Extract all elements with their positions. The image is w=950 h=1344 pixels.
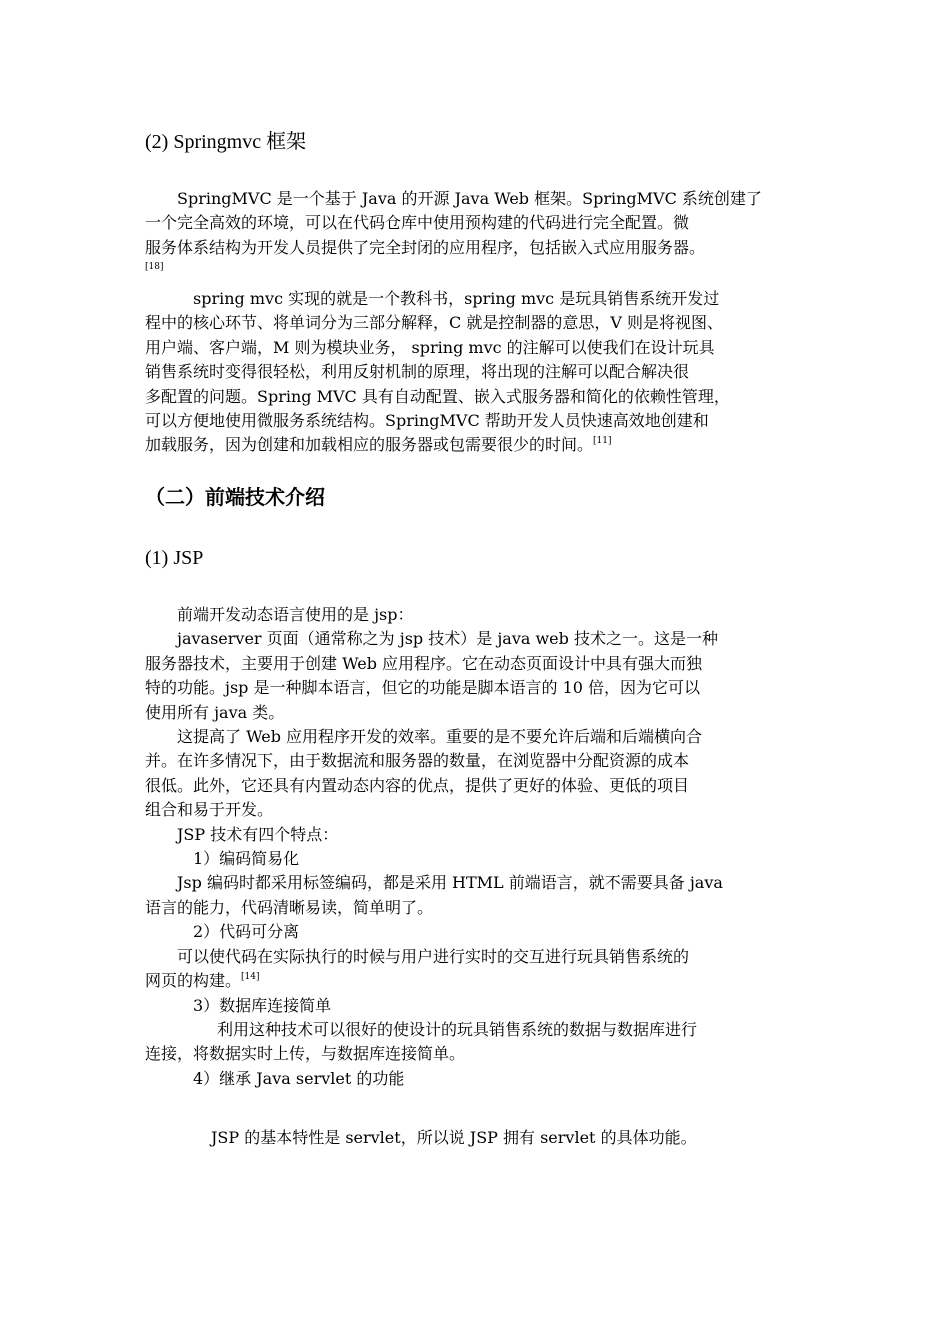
text-line: 利用这种技术可以很好的使设计的玩具销售系统的数据与数据库进行 — [217, 1019, 698, 1039]
text-line: 多配置的问题。Spring MVC 具有自动配置、嵌入式服务器和简化的依赖性管理， — [145, 386, 730, 406]
text-line: 这提高了 Web 应用程序开发的效率。重要的是不要允许后端和后端横向合 — [177, 727, 703, 747]
text-line: SpringMVC 是一个基于 Java 的开源 Java Web 框架。SpringMVC 系统创建了 — [177, 189, 762, 208]
list-item-heading: 2）代码可分离 — [193, 922, 300, 942]
text-line: 很低。此外，它还具有内置动态内容的优点，提供了更好的体验、更低的项目 — [145, 775, 690, 795]
text-line: 连接，将数据实时上传，与数据库连接简单。 — [145, 1044, 466, 1064]
text-line: JSP 的基本特性是 servlet，所以说 JSP 拥有 servlet 的具体功能。 — [211, 1128, 697, 1147]
citation-ref: [18] — [145, 262, 164, 273]
text-line: 服务体系结构为开发人员提供了完全封闭的应用程序，包括嵌入式应用服务器。 — [145, 237, 706, 257]
section-heading-frontend: （二）前端技术介绍 — [145, 485, 325, 509]
text-line: 服务器技术，主要用于创建 Web 应用程序。它在动态页面设计中具有强大而独 — [145, 653, 703, 673]
text-line: 网页的构建。 — [145, 971, 242, 991]
section-heading-jsp: (1) JSP — [145, 547, 204, 569]
list-item-heading: 3）数据库连接简单 — [193, 995, 332, 1015]
text-line: spring mvc 实现的就是一个教科书，spring mvc 是玩具销售系统开发过 — [193, 289, 720, 308]
list-item-heading: 1）编码简易化 — [193, 849, 300, 869]
jsp-summary — [145, 1126, 813, 1150]
text-line: 前端开发动态语言使用的是 jsp： — [177, 605, 414, 624]
text-line: 使用所有 java 类。 — [145, 702, 285, 722]
text-line: 程中的核心环节、将单词分为三部分解释，C 就是控制器的意思，V 则是将视图、 — [145, 313, 723, 333]
text-line: javaserver 页面（通常称之为 jsp 技术）是 java web 技术之一。这是一种 — [177, 629, 718, 649]
citation-ref: [11] — [593, 436, 612, 447]
text-line: 用户端、客户端，M 则为模块业务， spring mvc 的注解可以使我们在设计玩具 — [145, 337, 715, 357]
paragraph-springmvc-detail — [145, 287, 813, 458]
text-line: 可以方便地使用微服务系统结构。SpringMVC 帮助开发人员快速高效地创建和 — [145, 411, 709, 431]
text-line: 销售系统时变得很轻松，利用反射机制的原理，将出现的注解可以配合解决很 — [145, 362, 690, 382]
section-heading-springmvc: (2) Springmvc 框架 — [145, 131, 307, 153]
text-line: Jsp 编码时都采用标签编码，都是采用 HTML 前端语言，就不需要具备 java — [177, 873, 723, 893]
text-line: 特的功能。jsp 是一种脚本语言，但它的功能是脚本语言的 10 倍，因为它可以 — [145, 678, 701, 698]
text-line: 并。在许多情况下，由于数据流和服务器的数量，在浏览器中分配资源的成本 — [145, 751, 690, 771]
text-line: JSP 技术有四个特点： — [177, 824, 339, 844]
jsp-content — [145, 603, 813, 1091]
text-line: 一个完全高效的环境，可以在代码仓库中使用预构建的代码进行完全配置。微 — [145, 213, 690, 233]
paragraph-springmvc-intro — [145, 187, 813, 274]
text-line: 语言的能力，代码清晰易读，简单明了。 — [145, 897, 434, 917]
text-line: 加载服务，因为创建和加载相应的服务器或包需要很少的时间。 — [145, 435, 594, 455]
list-item-heading: 4）继承 Java servlet 的功能 — [193, 1068, 405, 1088]
text-line: 组合和易于开发。 — [145, 800, 274, 820]
citation-ref: [14] — [241, 972, 260, 983]
text-line: 可以使代码在实际执行的时候与用户进行实时的交互进行玩具销售系统的 — [177, 946, 690, 966]
